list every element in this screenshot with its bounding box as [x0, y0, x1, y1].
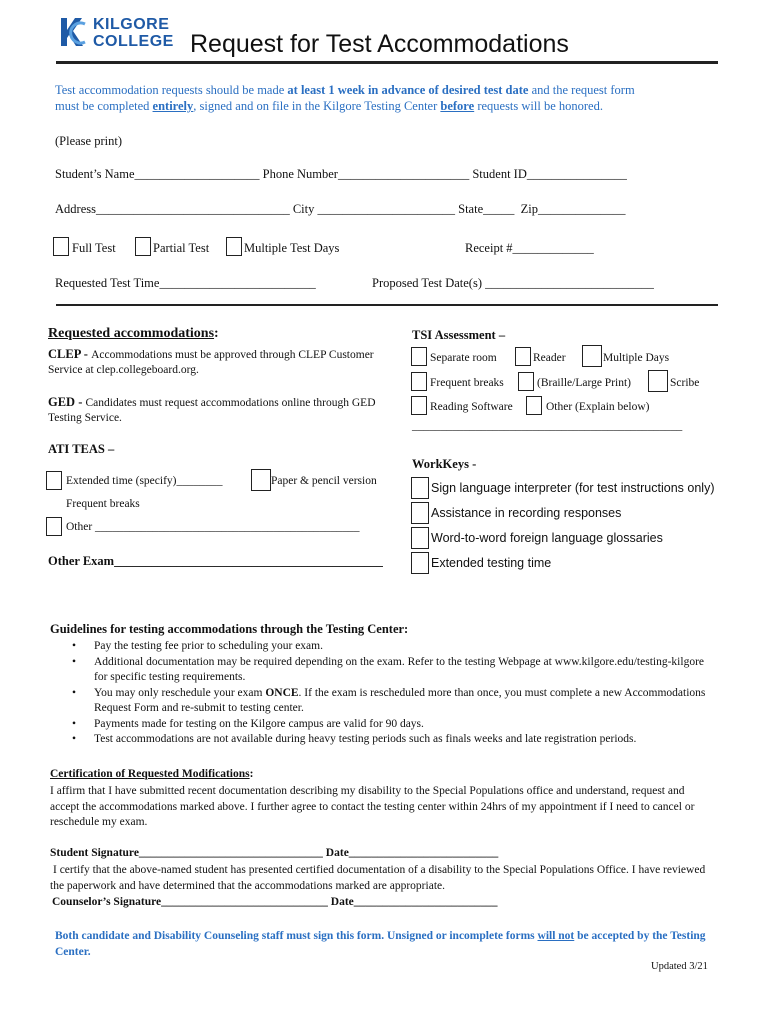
full-test-checkbox[interactable] — [53, 237, 69, 256]
counselor-certify-text: I certify that the above-named student has presented certified documentation of a disability to the Special Populations Office. I have reviewed the paperwork and have determined that the accommodations marked are appropriate. — [50, 864, 706, 892]
tsi-other-label: Other (Explain below) — [546, 401, 650, 413]
workkeys-heading: WorkKeys - — [412, 457, 477, 471]
certification-heading: Certification of Requested Modifications: — [50, 768, 254, 780]
tsi-explain-line[interactable]: _______________________________________________ — [412, 420, 683, 432]
workkeys-sign-language-label: Sign language interpreter (for test instructions only) — [431, 481, 715, 495]
full-test-label: Full Test — [72, 241, 116, 255]
multiple-days-label: Multiple Test Days — [244, 241, 340, 255]
tsi-heading: TSI Assessment – — [412, 328, 506, 342]
ati-paper-label: Paper & pencil version — [271, 475, 377, 487]
guideline-item: • Additional documentation may be required depending on the exam. Refer to the testing Webpage at www.kilgore.edu/testing-kilgore for specific testing requirements. — [68, 655, 708, 686]
tsi-braille-label: (Braille/Large Print) — [537, 377, 631, 389]
tsi-braille-checkbox[interactable] — [518, 372, 534, 391]
tsi-separate-room-checkbox[interactable] — [411, 347, 427, 366]
student-info-row[interactable]: Student’s Name____________________ Phone Number_____________________ Student ID________________ — [55, 167, 627, 181]
accommodations-heading: Requested accommodations: — [48, 326, 219, 341]
certification-text: I affirm that I have submitted recent documentation describing my disability to the Special Populations office and understand, request and accept the accommodations marked above. I further agree to contact the testing center within 24hrs of my appointment if I need to cancel or reschedule my exam. — [50, 785, 695, 828]
tsi-scribe-checkbox[interactable] — [648, 370, 668, 392]
page-title: Request for Test Accommodations — [190, 30, 569, 58]
guideline-item: • Payments made for testing on the Kilgore campus are valid for 90 days. — [68, 717, 708, 733]
tsi-multiple-days-checkbox[interactable] — [582, 345, 602, 367]
tsi-reading-software-label: Reading Software — [430, 401, 513, 413]
guideline-item: • Pay the testing fee prior to scheduling your exam. — [68, 639, 708, 655]
ati-other-checkbox[interactable] — [46, 517, 62, 536]
ati-extended-checkbox[interactable] — [46, 471, 62, 490]
logo-text-top: KILGORE — [93, 16, 170, 33]
tsi-multiple-days-label: Multiple Days — [603, 352, 670, 364]
ged-note: GED - Candidates must request accommodations online through GED Testing Service. — [48, 395, 376, 424]
partial-test-checkbox[interactable] — [135, 237, 151, 256]
workkeys-sign-language-checkbox[interactable] — [411, 477, 429, 499]
ati-extended-label: Extended time (specify)________ — [66, 475, 223, 487]
receipt-field[interactable]: Receipt #_____________ — [465, 241, 594, 255]
updated-date: Updated 3/21 — [651, 961, 708, 972]
ati-paper-checkbox[interactable] — [251, 469, 271, 491]
please-print: (Please print) — [55, 134, 122, 148]
tsi-scribe-label: Scribe — [670, 377, 700, 389]
counselor-signature-field[interactable]: Counselor’s Signature_____________________________ Date_________________________ — [52, 896, 498, 908]
proposed-dates-field[interactable]: Proposed Test Date(s) ___________________________ — [372, 276, 654, 290]
kc-logo-icon — [55, 14, 91, 52]
clep-note: CLEP - Accommodations must be approved through CLEP Customer Service at clep.collegeboard.org. — [48, 347, 374, 376]
section-rule — [56, 304, 718, 306]
logo-text-bottom: COLLEGE — [93, 33, 174, 50]
ati-frequent-checkbox[interactable] — [46, 494, 62, 513]
address-row[interactable]: Address_______________________________ City ______________________ State_____ Zip______________ — [55, 202, 626, 216]
intro-paragraph: Test accommodation requests should be made at least 1 week in advance of desired test date and the request form must be completed entirely, signed and on file in the Kilgore Testing Center before requests will be honored. — [55, 83, 635, 113]
multiple-days-checkbox[interactable] — [226, 237, 242, 256]
title-rule — [56, 61, 718, 64]
tsi-reader-checkbox[interactable] — [515, 347, 531, 366]
workkeys-recording-checkbox[interactable] — [411, 502, 429, 524]
tsi-frequent-breaks-checkbox[interactable] — [411, 372, 427, 391]
workkeys-glossaries-label: Word-to-word foreign language glossaries — [431, 531, 663, 545]
workkeys-extended-time-checkbox[interactable] — [411, 552, 429, 574]
signature-notice: Both candidate and Disability Counseling staff must sign this form. Unsigned or incomplete forms will not be accepted by the Testing Center. — [55, 930, 706, 958]
other-exam-field[interactable]: Other Exam___________________________________________ — [48, 554, 383, 568]
guideline-item: • Test accommodations are not available during heavy testing periods such as finals weeks and late registration periods. — [68, 732, 708, 748]
student-signature-field[interactable]: Student Signature________________________________ Date__________________________ — [50, 847, 499, 859]
tsi-frequent-breaks-label: Frequent breaks — [430, 377, 504, 389]
partial-test-label: Partial Test — [153, 241, 210, 255]
tsi-reader-label: Reader — [533, 352, 566, 364]
tsi-separate-room-label: Separate room — [430, 352, 497, 364]
ati-other-field[interactable]: Other ______________________________________________ — [66, 521, 360, 533]
college-logo — [55, 14, 195, 54]
guidelines-list — [68, 639, 708, 748]
workkeys-recording-label: Assistance in recording responses — [431, 506, 622, 520]
workkeys-extended-time-label: Extended testing time — [431, 556, 552, 570]
tsi-reading-software-checkbox[interactable] — [411, 396, 427, 415]
ati-heading: ATI TEAS – — [48, 442, 115, 456]
workkeys-glossaries-checkbox[interactable] — [411, 527, 429, 549]
tsi-other-checkbox[interactable] — [526, 396, 542, 415]
requested-time-field[interactable]: Requested Test Time_________________________ — [55, 276, 316, 290]
ati-frequent-label: Frequent breaks — [66, 498, 140, 510]
guideline-item: • You may only reschedule your exam ONCE. If the exam is rescheduled more than once, you must complete a new Accommodations Request Form and re-submit to testing center. — [68, 686, 708, 717]
guidelines-heading: Guidelines for testing accommodations through the Testing Center: — [50, 622, 409, 636]
